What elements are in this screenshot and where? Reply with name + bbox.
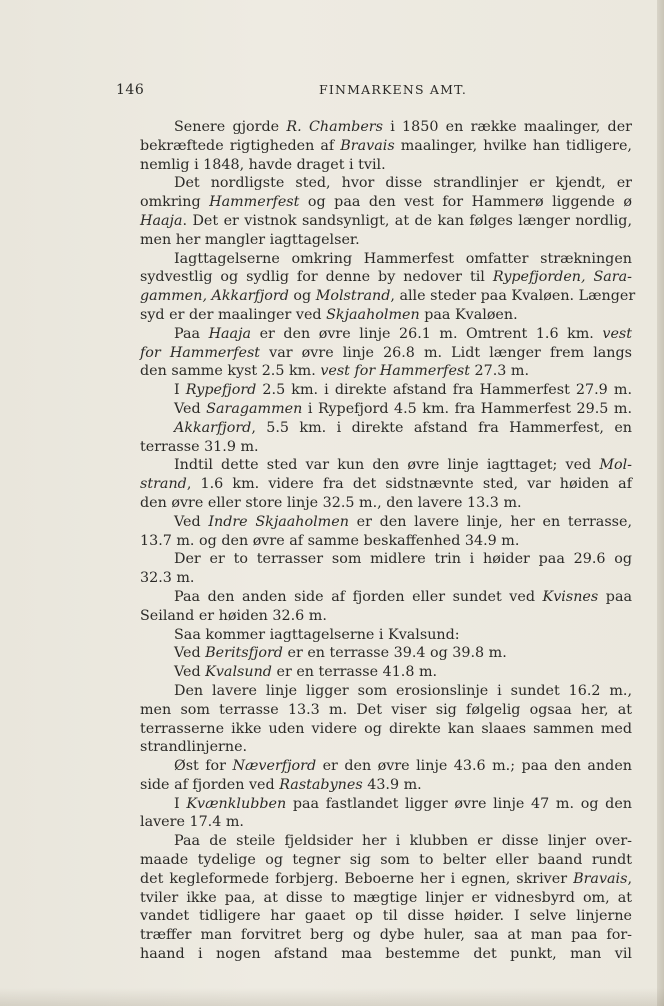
text-line: sydvestlig og sydlig for denne by nedover til Rypefjorden, Sara- [140, 269, 632, 286]
text-line: Ved Saragammen i Rypefjord 4.5 km. fra Hammerfest 29.5 m. [174, 400, 632, 417]
text-line: den øvre eller store linje 32.5 m., den lavere 13.3 m. [140, 494, 522, 511]
text-line: Senere gjorde R. Chambers i 1850 en række maalinger, der [174, 119, 632, 135]
text-line: strandlinjerne. [140, 739, 248, 756]
text-line: Indtil dette sted var kun den øvre linje iagttaget; ved Mol- [174, 457, 632, 474]
text-line: nemlig i 1848, havde draget i tvil. [140, 156, 386, 173]
page-spine-shadow [657, 0, 664, 1006]
text-line: for Hammerfest var øvre linje 26.8 m. Lidt længer frem langs [140, 344, 633, 361]
page-bottom-edge [0, 988, 664, 1006]
text-line: lavere 17.4 m. [140, 814, 244, 831]
text-line: gammen, Akkarfjord og Molstrand, alle steder paa Kvaløen. Længer [140, 288, 636, 305]
text-line: den samme kyst 2.5 km. vest for Hammerfest 27.3 m. [140, 363, 530, 380]
text-line: Ved Indre Skjaaholmen er den lavere linje, her en terrasse, [174, 513, 632, 530]
text-line: Paa den anden side af fjorden eller sundet ved Kvisnes paa [174, 588, 633, 605]
page-number: 146 [116, 82, 145, 98]
text-line: det kegleformede forbjerg. Beboerne her i egnen, skriver Bravais, [140, 870, 632, 887]
text-line: Det nordligste sted, hvor disse strandlinjer er kjendt, er [174, 175, 632, 192]
text-line: Iagttagelserne omkring Hammerfest omfatter strækningen [174, 250, 632, 267]
text-line: Akkarfjord, 5.5 km. i direkte afstand fra Hammerfest, en [174, 419, 632, 436]
text-line: Ved Kvalsund er en terrasse 41.8 m. [174, 664, 438, 681]
text-line: Ved Beritsfjord er en terrasse 39.4 og 39.8 m. [174, 645, 507, 662]
text-line: men som terrasse 13.3 m. Det viser sig følgelig ogsaa her, at [140, 701, 632, 718]
text-line: omkring Hammerfest og paa den vest for Hammerø liggende ø [140, 194, 633, 211]
text-line: Saa kommer iagttagelserne i Kvalsund: [174, 626, 460, 643]
text-line: Den lavere linje ligger som erosionslinje i sundet 16.2 m., [174, 682, 632, 699]
text-line: tviler ikke paa, at disse to mægtige linjer er vidnesbyrd om, at [140, 889, 632, 906]
running-head: FINMARKENS AMT. [318, 82, 468, 97]
page-header [116, 82, 630, 102]
text-line: træffer man forvitret berg og dybe huler, saa at man paa for- [140, 927, 632, 944]
text-line: Der er to terrasser som midlere trin i høider paa 29.6 og [174, 551, 632, 568]
text-line: men her mangler iagttagelser. [140, 231, 360, 248]
text-line: maade tydelige og tegner sig som to belter eller baand rundt [140, 852, 632, 869]
text-line: Paa Haaja er den øvre linje 26.1 m. Omtrent 1.6 km. vest [174, 325, 632, 342]
text-line: I Kvænklubben paa fastlandet ligger øvre linje 47 m. og den [174, 795, 632, 812]
text-line: Paa de steile fjeldsider her i klubben er disse linjer over- [174, 833, 632, 850]
text-line: 13.7 m. og den øvre af samme beskaffenhed 34.9 m. [140, 532, 520, 549]
text-line: I Rypefjord 2.5 km. i direkte afstand fra Hammerfest 27.9 m. [174, 382, 632, 399]
text-line: bekræftede rigtigheden af Bravais maalinger, hvilke han tidligere, [140, 137, 632, 154]
text-line: terrasse 31.9 m. [140, 438, 259, 455]
text-line: Øst for Næverfjord er den øvre linje 43.6 m.; paa den anden [174, 758, 632, 775]
text-line: terrasserne ikke uden videre og direkte kan slaaes sammen med [140, 720, 632, 737]
text-line: side af fjorden ved Rastabynes 43.9 m. [140, 776, 422, 793]
text-line: Haaja. Det er vistnok sandsynligt, at de kan følges længer nordlig, [140, 212, 632, 229]
text-line: vandet tidligere har gaaet op til disse høider. I selve linjerne [140, 908, 632, 925]
text-line: haand i nogen afstand maa bestemme det punkt, man vil [140, 946, 632, 963]
text-line: strand, 1.6 km. videre fra det sidstnævnte sted, var høiden af [140, 476, 632, 493]
body-text [140, 118, 636, 964]
text-line: Seiland er høiden 32.6 m. [140, 607, 327, 624]
text-line: 32.3 m. [140, 570, 195, 587]
text-line: syd er der maalinger ved Skjaaholmen paa Kvaløen. [140, 306, 518, 323]
